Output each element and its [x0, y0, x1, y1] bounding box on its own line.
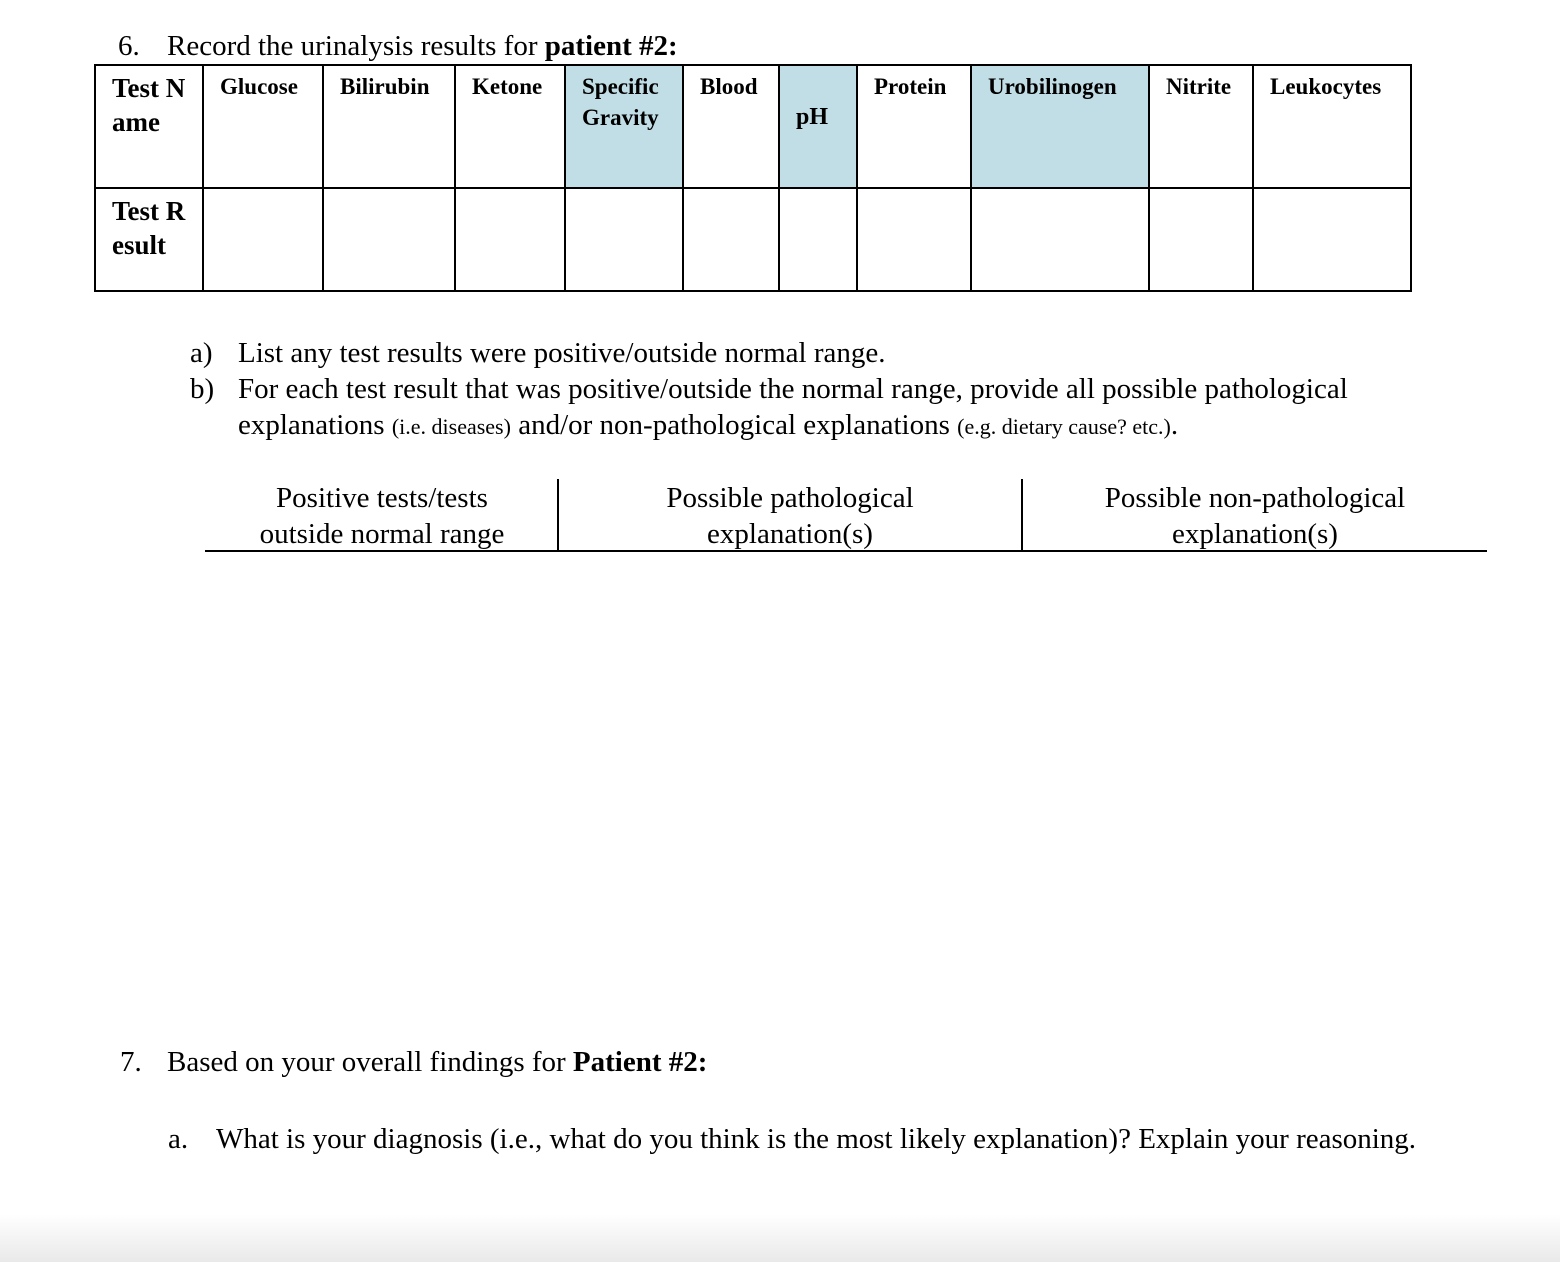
question-7 — [120, 1046, 707, 1079]
column-divider — [1021, 479, 1023, 551]
page-bottom-shadow — [0, 1214, 1560, 1262]
header-blood: Blood — [700, 74, 758, 99]
header-nitrite: Nitrite — [1166, 74, 1232, 99]
result-ph[interactable] — [779, 188, 857, 291]
result-bilirubin[interactable] — [323, 188, 455, 291]
header-cell-nitrite — [1149, 65, 1253, 188]
subquestion-b-note: (e.g. dietary cause? etc.) — [957, 414, 1171, 439]
result-nitrite[interactable] — [1149, 188, 1253, 291]
column-header-pathological: Possible pathological explanation(s) — [666, 482, 914, 550]
question-text: Based on your overall findings for — [167, 1046, 573, 1078]
subquestion-b — [190, 371, 1348, 445]
result-glucose[interactable] — [203, 188, 323, 291]
subquestion-list — [190, 335, 1348, 445]
row-label-cell — [95, 188, 203, 291]
header-specific-gravity: Specific Gravity — [582, 74, 659, 130]
row-label-cell — [95, 65, 203, 188]
subquestion-b-text: explanations — [238, 409, 392, 441]
header-cell-glucose — [203, 65, 323, 188]
result-blood[interactable] — [683, 188, 779, 291]
header-cell-specific-gravity — [565, 65, 683, 188]
header-cell-urobilinogen — [971, 65, 1149, 188]
result-ketone[interactable] — [455, 188, 565, 291]
urinalysis-results-table — [94, 64, 1412, 292]
question-number: 7. — [120, 1046, 142, 1078]
header-glucose: Glucose — [220, 74, 298, 99]
test-result-label: Test Result — [112, 196, 186, 260]
question-text: Record the urinalysis results for — [167, 30, 545, 62]
list-marker: a. — [168, 1123, 189, 1155]
question-number: 6. — [118, 30, 140, 62]
subquestion-a-text: List any test results were positive/outside normal range. — [238, 337, 886, 369]
subquestion-b-note: (i.e. diseases) — [391, 414, 511, 439]
test-name-label: Test Name — [112, 73, 186, 137]
result-specific-gravity[interactable] — [565, 188, 683, 291]
patient-label: Patient #2: — [572, 1046, 708, 1078]
question-7a-text: What is your diagnosis (i.e., what do you think is the most likely explanation)? Explain your reasoning. — [216, 1123, 1417, 1155]
subquestion-b-text: and/or non-pathological explanations — [510, 409, 958, 441]
column-header-positive-tests: Positive tests/tests outside normal range — [259, 482, 505, 550]
header-cell-ketone — [455, 65, 565, 188]
question-6 — [118, 30, 678, 63]
header-cell-ph — [779, 65, 857, 188]
header-cell-blood — [683, 65, 779, 188]
result-leukocytes[interactable] — [1253, 188, 1411, 291]
header-cell-leukocytes — [1253, 65, 1411, 188]
header-urobilinogen: Urobilinogen — [988, 74, 1117, 99]
list-marker: a) — [190, 337, 213, 369]
subquestion-b-text: For each test result that was positive/outside the normal range, provide all possible pathological — [238, 373, 1348, 405]
header-bilirubin: Bilirubin — [340, 74, 430, 99]
header-ph: pH — [796, 104, 829, 130]
patient-label: patient #2: — [544, 30, 678, 62]
header-cell-bilirubin — [323, 65, 455, 188]
header-ketone: Ketone — [472, 74, 543, 99]
subquestion-a — [190, 335, 1348, 371]
subquestion-b-end: . — [1170, 409, 1179, 441]
header-cell-protein — [857, 65, 971, 188]
question-7a — [168, 1121, 1466, 1158]
result-urobilinogen[interactable] — [971, 188, 1149, 291]
list-marker: b) — [190, 373, 215, 405]
header-protein: Protein — [874, 74, 947, 99]
header-leukocytes: Leukocytes — [1270, 74, 1382, 99]
header-underline — [205, 550, 1487, 552]
column-divider — [557, 479, 559, 551]
test-name-row — [95, 65, 1411, 188]
test-result-row — [95, 188, 1411, 291]
result-protein[interactable] — [857, 188, 971, 291]
column-header-non-pathological: Possible non-pathological explanation(s) — [1104, 482, 1406, 550]
